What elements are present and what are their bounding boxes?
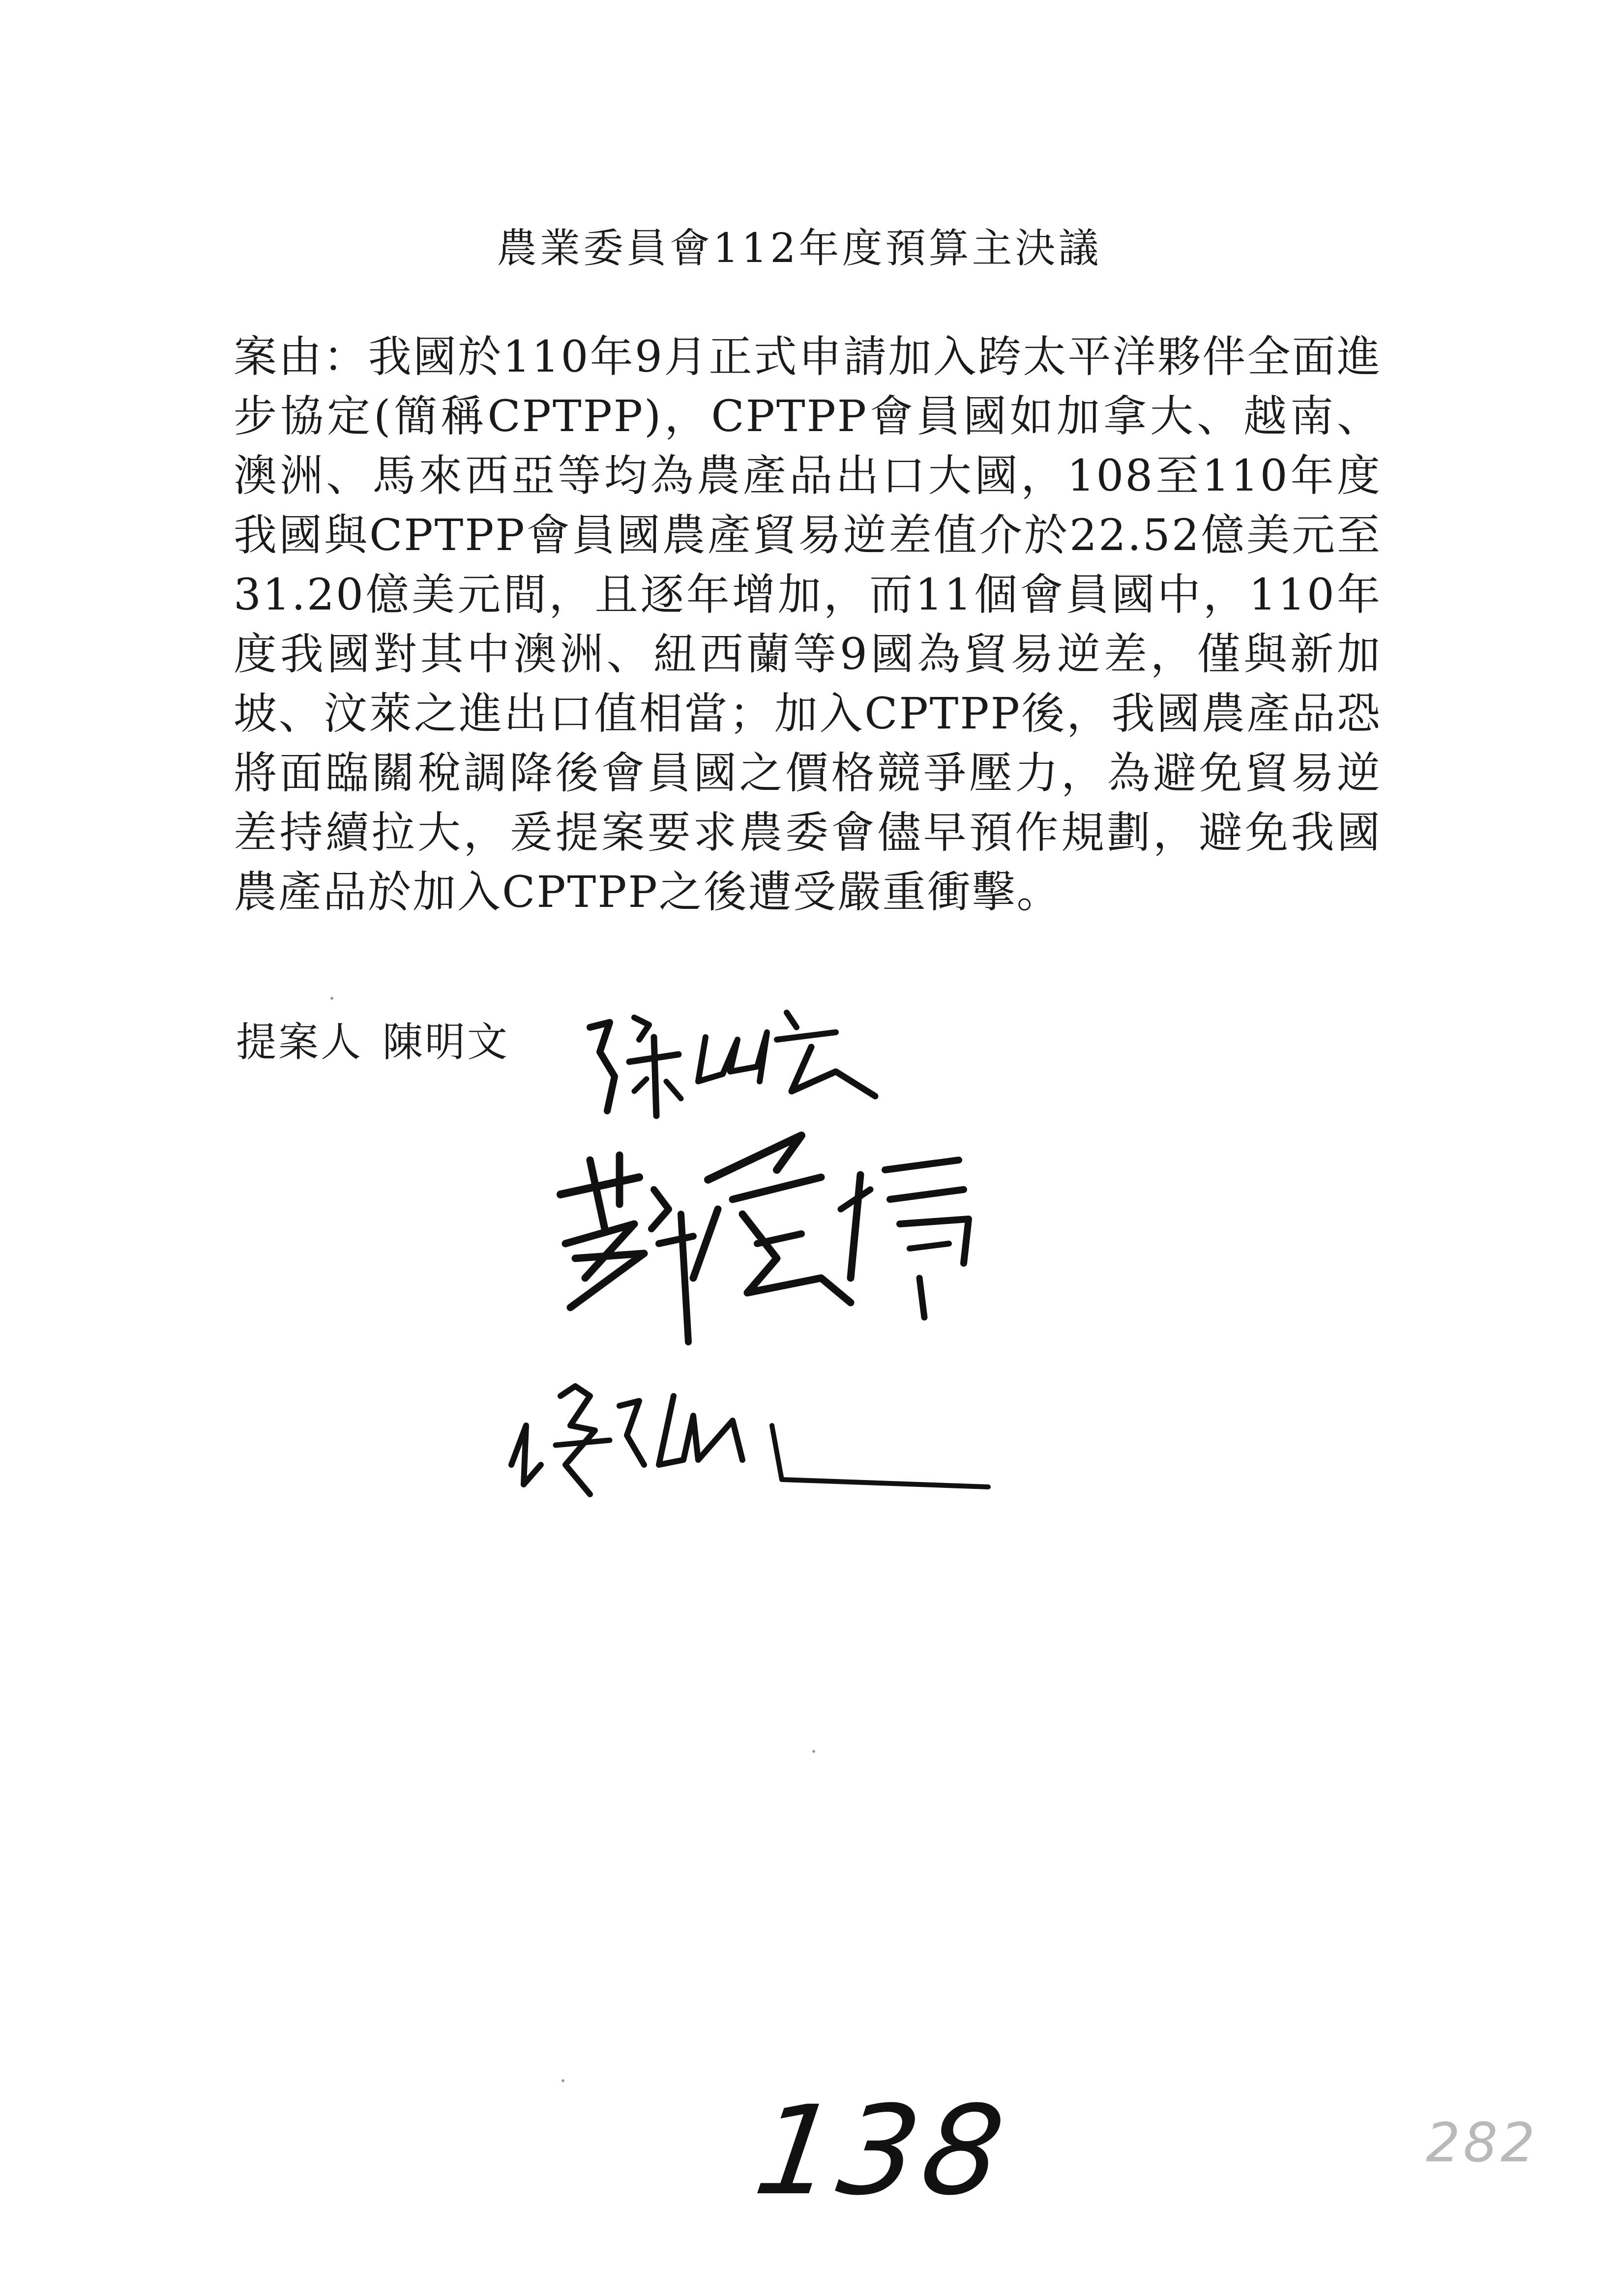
proposer-name: 陳明文	[383, 1019, 510, 1066]
page-number: 138	[747, 2079, 1017, 2222]
pencil-note: 282	[1426, 2111, 1538, 2174]
scan-speck	[330, 997, 333, 1000]
proposer-line	[236, 1010, 509, 1068]
proposer-label: 提案人	[236, 1019, 363, 1066]
signature-3-icon	[497, 1366, 1008, 1504]
document-title: 農業委員會112年度預算主決議	[497, 225, 1102, 272]
document-body: 案由：我國於110年9月正式申請加入跨太平洋夥伴全面進步協定(簡稱CPTPP)，CPTPP會員國如加拿大、越南、澳洲、馬來西亞等均為農產品出口大國，108至110年度我國與CPTPP會員國農產貿易逆差值介於22.52億美元至31.20億美元間，且逐年增加，而11個會員國中，110年度我國對其中澳洲、紐西蘭等9國為貿易逆差，僅與新加坡、汶萊之進出口值相當；加入CPTPP後，我國農產品恐將面臨關稅調降後會員國之價格競爭壓力，為避免貿易逆差持續拉大，爰提案要求農委會儘早預作規劃，避免我國農產品於加入CPTPP之後遭受嚴重衝擊。	[234, 331, 1382, 917]
scan-speck	[561, 2079, 564, 2082]
signature-1-icon	[580, 993, 895, 1121]
signature-2-icon	[546, 1131, 988, 1347]
scan-speck	[812, 1750, 815, 1753]
